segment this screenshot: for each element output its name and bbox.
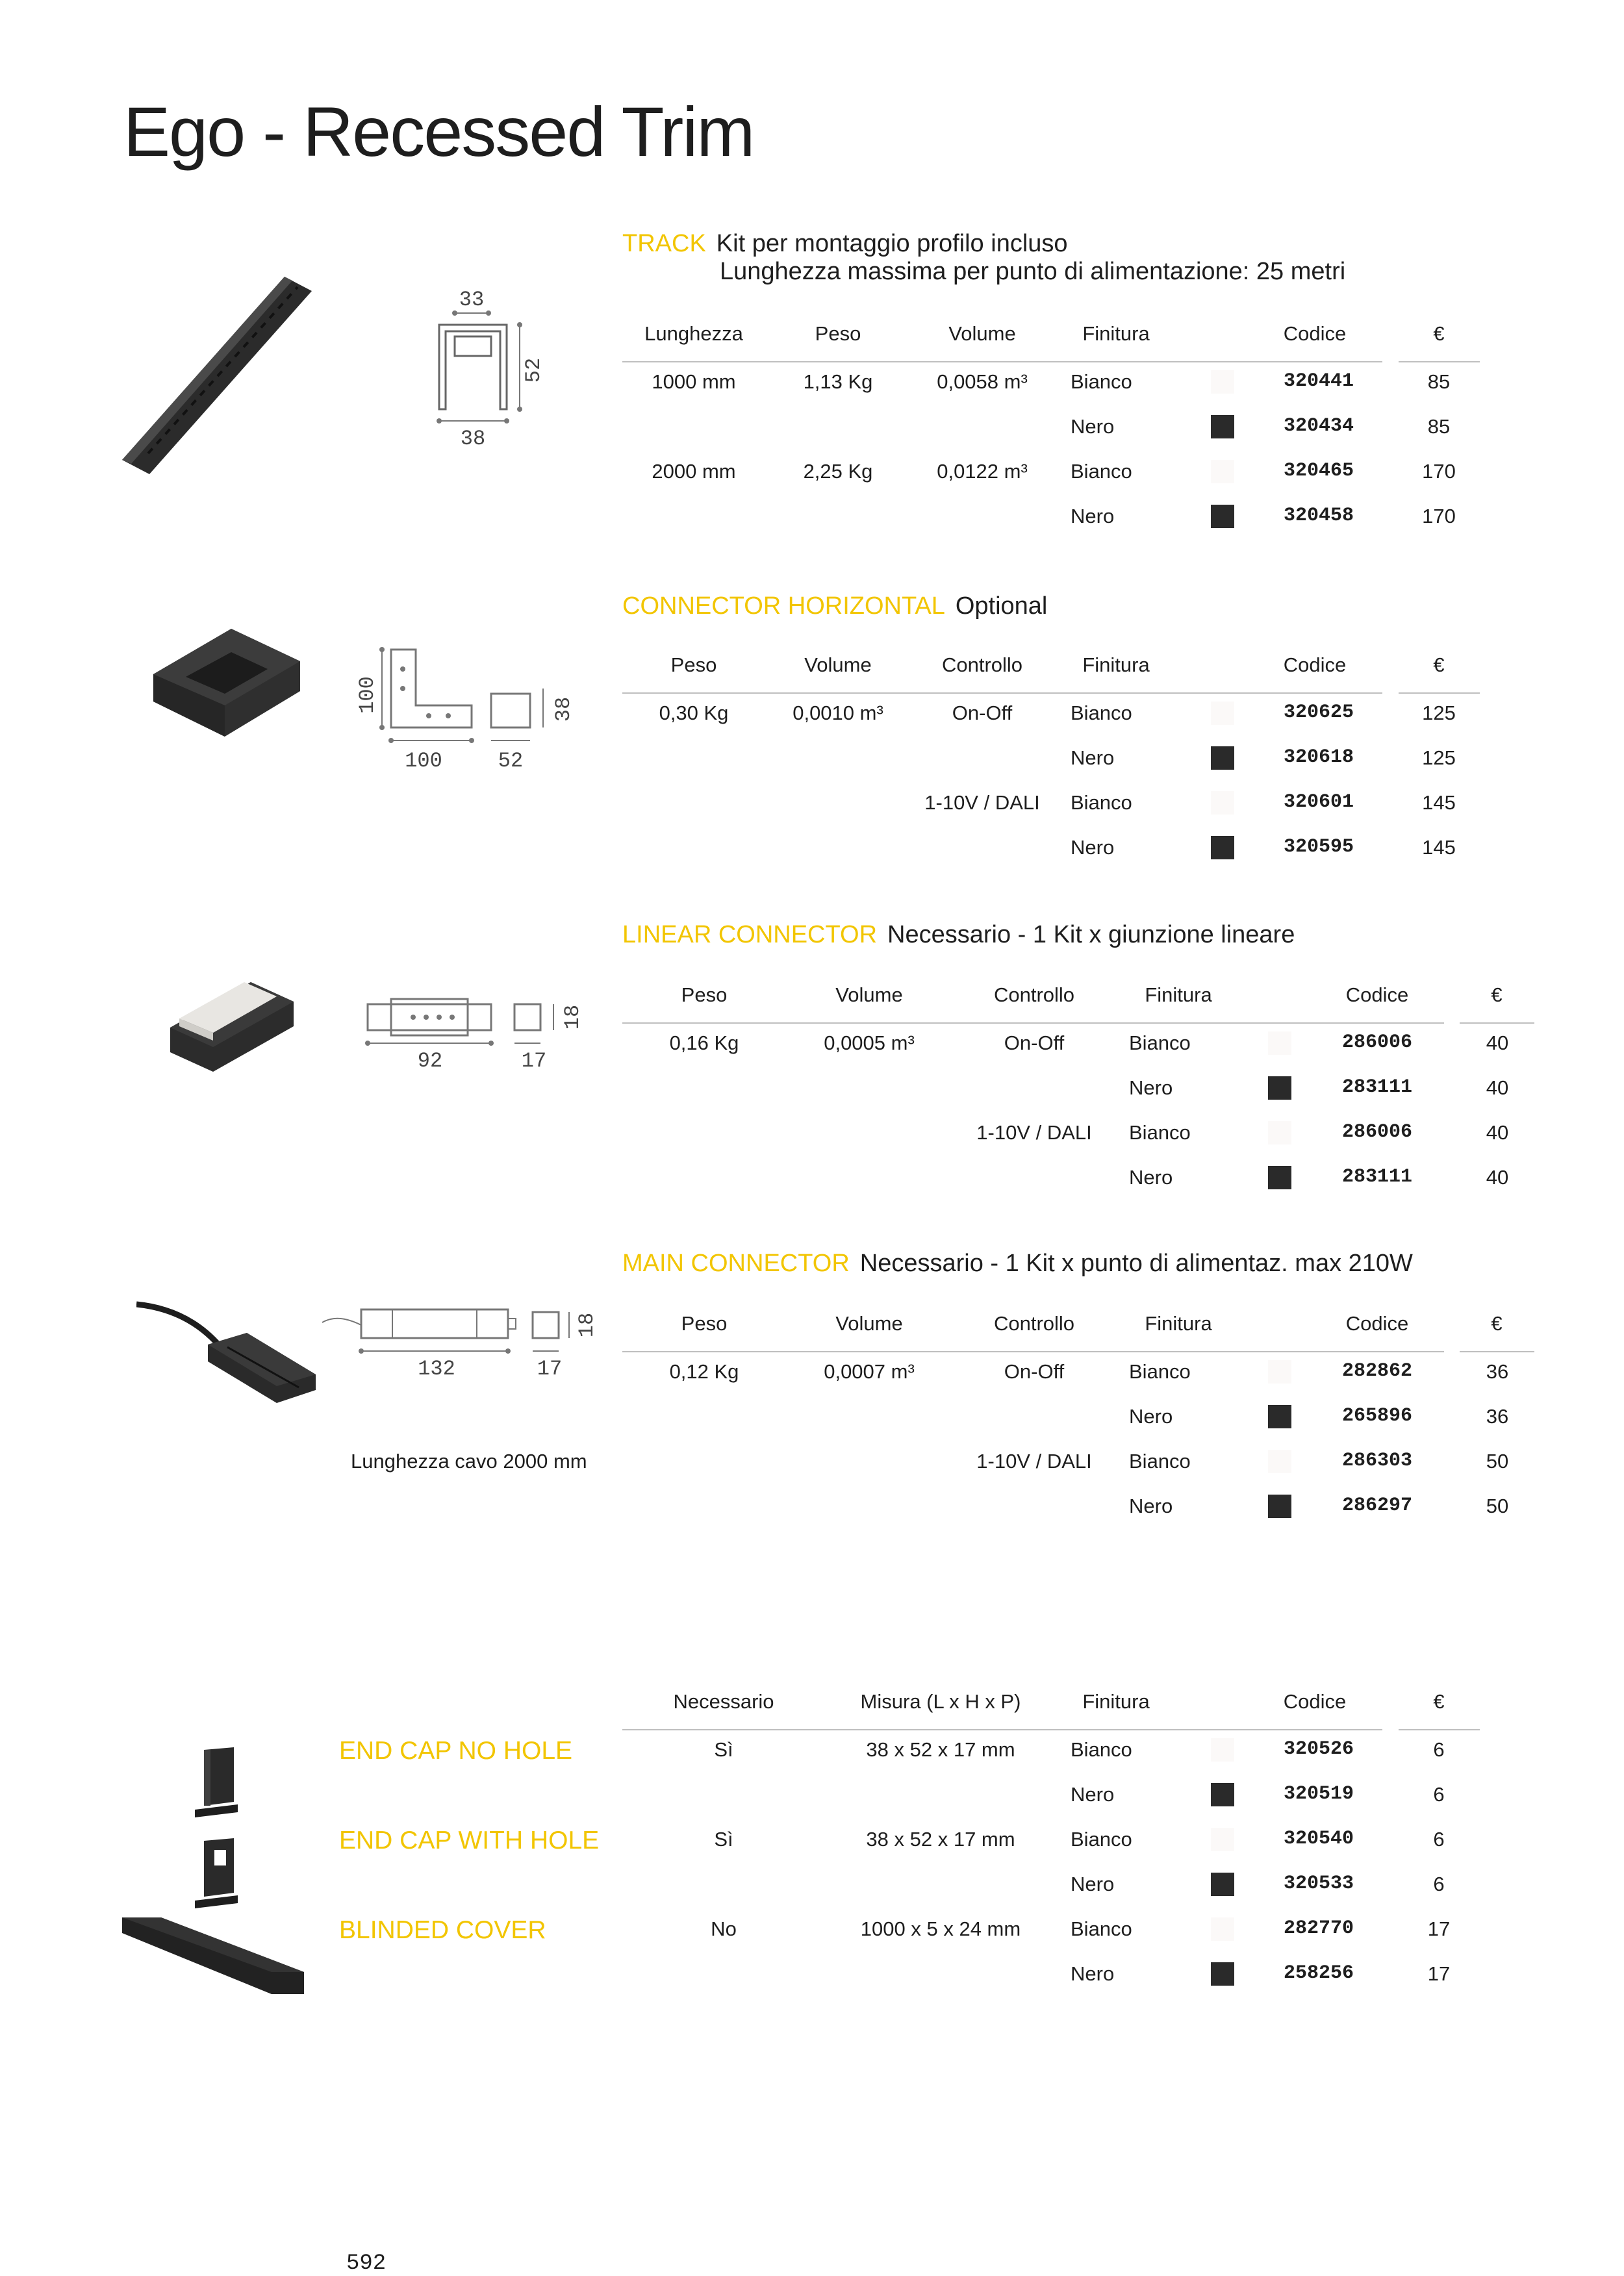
connector-horizontal-desc: Optional xyxy=(955,592,1048,620)
row-volume: 0,0122 m³ xyxy=(937,460,1028,483)
row-price: 36 xyxy=(1486,1405,1509,1428)
finish-swatch xyxy=(1211,1828,1234,1851)
row-control: 1-10V / DALI xyxy=(976,1121,1092,1144)
row-code: 283111 xyxy=(1341,1076,1413,1098)
row-price: 6 xyxy=(1433,1783,1445,1806)
row-price: 145 xyxy=(1422,836,1456,859)
row-control: 1-10V / DALI xyxy=(924,791,1040,814)
finish-swatch xyxy=(1211,460,1234,483)
header-controllo: Controllo xyxy=(941,653,1023,676)
row-weight: 1,13 Kg xyxy=(803,370,873,393)
mc-table-header-price xyxy=(1460,1303,1534,1352)
row-volume: 0,0010 m³ xyxy=(793,702,883,724)
finish-swatch xyxy=(1211,746,1234,770)
track-dim-top: 33 xyxy=(459,288,485,312)
finish-swatch xyxy=(1268,1450,1291,1473)
acc-table-header xyxy=(622,1681,1382,1730)
mc-table-header xyxy=(622,1303,1444,1352)
header-codice: Codice xyxy=(1345,983,1409,1006)
row-volume: 0,0005 m³ xyxy=(824,1031,915,1054)
row-finish: Bianco xyxy=(1071,1917,1132,1940)
track-dim-side: 52 xyxy=(522,357,546,383)
header-controllo: Controllo xyxy=(993,983,1075,1006)
row-weight: 2,25 Kg xyxy=(803,460,873,483)
lc-dim-width: 17 xyxy=(521,1049,547,1073)
row-code: 320441 xyxy=(1283,370,1354,392)
row-price: 40 xyxy=(1486,1031,1509,1054)
header-finitura: Finitura xyxy=(1082,322,1150,345)
row-finish: Nero xyxy=(1071,1873,1115,1895)
row-required: No xyxy=(711,1917,737,1940)
finish-swatch xyxy=(1211,1873,1234,1896)
row-code: 265896 xyxy=(1341,1405,1413,1427)
header-peso: Peso xyxy=(681,1312,728,1335)
row-code: 286006 xyxy=(1341,1121,1413,1143)
lc-table-header xyxy=(622,974,1444,1024)
main-connector-cable-length: Lunghezza cavo 2000 mm xyxy=(351,1450,587,1473)
header-euro: € xyxy=(1433,322,1445,345)
finish-swatch xyxy=(1268,1121,1291,1144)
row-finish: Bianco xyxy=(1071,702,1132,724)
header-finitura: Finitura xyxy=(1082,653,1150,676)
row-price: 40 xyxy=(1486,1121,1509,1144)
row-price: 6 xyxy=(1433,1828,1445,1851)
track-desc1: Kit per montaggio profilo incluso xyxy=(716,230,1068,257)
row-finish: Nero xyxy=(1071,836,1115,859)
row-code: 320625 xyxy=(1283,702,1354,724)
blinded-cover-label: BLINDED COVER xyxy=(339,1916,546,1944)
end-cap-with-hole-label: END CAP WITH HOLE xyxy=(339,1827,600,1854)
row-size: 38 x 52 x 17 mm xyxy=(866,1738,1015,1761)
lc-table-header-price xyxy=(1460,974,1534,1024)
row-finish: Bianco xyxy=(1071,791,1132,814)
row-finish: Nero xyxy=(1071,1962,1115,1985)
row-price: 170 xyxy=(1422,460,1456,483)
acc-table-header-price xyxy=(1399,1681,1480,1730)
finish-swatch xyxy=(1211,702,1234,725)
header-necessario: Necessario xyxy=(673,1690,774,1713)
row-finish: Bianco xyxy=(1129,1360,1191,1383)
track-label: TRACK xyxy=(622,230,706,257)
finish-swatch xyxy=(1268,1166,1291,1189)
track-table-header xyxy=(622,313,1382,362)
row-code: 320519 xyxy=(1283,1783,1354,1805)
header-finitura: Finitura xyxy=(1145,983,1212,1006)
row-finish: Nero xyxy=(1071,1783,1115,1806)
page-title: Ego - Recessed Trim xyxy=(123,92,754,171)
row-finish: Bianco xyxy=(1071,1738,1132,1761)
header-controllo: Controllo xyxy=(993,1312,1075,1335)
row-weight: 0,30 Kg xyxy=(659,702,729,724)
header-peso: Peso xyxy=(681,983,728,1006)
main-connector-heading xyxy=(622,1250,1413,1278)
ch-dim-height: 100 xyxy=(355,676,379,714)
ch-table-header xyxy=(622,644,1382,694)
finish-swatch xyxy=(1211,370,1234,394)
row-control: On-Off xyxy=(952,702,1013,724)
row-finish: Bianco xyxy=(1071,460,1132,483)
header-codice: Codice xyxy=(1283,322,1347,345)
row-code: 283111 xyxy=(1341,1166,1413,1188)
finish-swatch xyxy=(1268,1405,1291,1428)
row-length: 1000 mm xyxy=(652,370,736,393)
header-volume: Volume xyxy=(835,983,903,1006)
header-volume: Volume xyxy=(804,653,872,676)
finish-swatch xyxy=(1211,505,1234,528)
track-dim-bottom: 38 xyxy=(460,427,486,451)
row-code: 282770 xyxy=(1283,1917,1354,1940)
row-price: 50 xyxy=(1486,1450,1509,1473)
main-connector-table xyxy=(0,1303,1624,1537)
mc-dim-height: 18 xyxy=(575,1312,599,1338)
accessories-table xyxy=(0,1681,1624,2006)
row-price: 145 xyxy=(1422,791,1456,814)
ch-dim-depth: 52 xyxy=(498,749,524,773)
row-code: 320434 xyxy=(1283,415,1354,437)
row-price: 50 xyxy=(1486,1495,1509,1517)
main-connector-desc: Necessario - 1 Kit x punto di alimentaz. max 210W xyxy=(859,1250,1413,1277)
row-control: 1-10V / DALI xyxy=(976,1450,1092,1473)
mc-dim-width: 17 xyxy=(537,1357,563,1381)
lc-dim-length: 92 xyxy=(417,1049,443,1073)
main-connector-label: MAIN CONNECTOR xyxy=(622,1250,850,1277)
connector-horizontal-heading xyxy=(622,592,1047,620)
row-price: 40 xyxy=(1486,1166,1509,1189)
finish-swatch xyxy=(1211,1917,1234,1941)
row-code: 320465 xyxy=(1283,460,1354,482)
row-price: 170 xyxy=(1422,505,1456,527)
header-misura: Misura (L x H x P) xyxy=(860,1690,1021,1713)
row-weight: 0,12 Kg xyxy=(669,1360,739,1383)
finish-swatch xyxy=(1211,1962,1234,1986)
row-finish: Nero xyxy=(1129,1166,1173,1189)
row-code: 286303 xyxy=(1341,1450,1413,1472)
finish-swatch xyxy=(1211,415,1234,438)
row-finish: Bianco xyxy=(1129,1121,1191,1144)
row-required: Sì xyxy=(714,1738,733,1761)
track-table-header-price xyxy=(1399,313,1480,362)
row-required: Sì xyxy=(714,1828,733,1851)
row-price: 40 xyxy=(1486,1076,1509,1099)
row-price: 6 xyxy=(1433,1873,1445,1895)
row-price: 6 xyxy=(1433,1738,1445,1761)
ch-table-header-price xyxy=(1399,644,1480,694)
header-euro: € xyxy=(1491,1312,1503,1335)
row-control: On-Off xyxy=(1004,1360,1065,1383)
connector-horizontal-table xyxy=(0,644,1624,878)
row-code: 320540 xyxy=(1283,1828,1354,1850)
row-finish: Bianco xyxy=(1129,1450,1191,1473)
track-heading xyxy=(622,230,1345,286)
row-price: 17 xyxy=(1427,1917,1451,1940)
linear-connector-label: LINEAR CONNECTOR xyxy=(622,921,878,948)
header-lunghezza: Lunghezza xyxy=(644,322,743,345)
row-code: 320526 xyxy=(1283,1738,1354,1760)
header-codice: Codice xyxy=(1283,1690,1347,1713)
finish-swatch xyxy=(1268,1360,1291,1384)
row-price: 125 xyxy=(1422,702,1456,724)
finish-swatch xyxy=(1268,1495,1291,1518)
finish-swatch xyxy=(1268,1076,1291,1100)
row-finish: Bianco xyxy=(1129,1031,1191,1054)
track-desc2: Lunghezza massima per punto di alimentazione: 25 metri xyxy=(720,258,1346,285)
header-euro: € xyxy=(1433,1690,1445,1713)
row-finish: Nero xyxy=(1129,1076,1173,1099)
row-control: On-Off xyxy=(1004,1031,1065,1054)
linear-connector-heading xyxy=(622,921,1295,949)
row-price: 85 xyxy=(1427,370,1451,393)
header-finitura: Finitura xyxy=(1145,1312,1212,1335)
ch-dim-width: 100 xyxy=(405,749,442,773)
header-peso: Peso xyxy=(815,322,861,345)
row-code: 286006 xyxy=(1341,1031,1413,1054)
row-volume: 0,0007 m³ xyxy=(824,1360,915,1383)
row-finish: Bianco xyxy=(1071,1828,1132,1851)
header-peso: Peso xyxy=(670,653,717,676)
row-price: 17 xyxy=(1427,1962,1451,1985)
row-code: 258256 xyxy=(1283,1962,1354,1984)
row-finish: Bianco xyxy=(1071,370,1132,393)
row-price: 36 xyxy=(1486,1360,1509,1383)
row-finish: Nero xyxy=(1129,1495,1173,1517)
finish-swatch xyxy=(1268,1031,1291,1055)
header-euro: € xyxy=(1433,653,1445,676)
header-volume: Volume xyxy=(948,322,1016,345)
row-size: 1000 x 5 x 24 mm xyxy=(860,1917,1021,1940)
ch-dim-side: 38 xyxy=(552,696,576,722)
row-finish: Nero xyxy=(1129,1405,1173,1428)
header-codice: Codice xyxy=(1283,653,1347,676)
finish-swatch xyxy=(1211,1783,1234,1806)
row-code: 320618 xyxy=(1283,746,1354,768)
row-finish: Nero xyxy=(1071,505,1115,527)
row-price: 85 xyxy=(1427,415,1451,438)
finish-swatch xyxy=(1211,791,1234,815)
header-volume: Volume xyxy=(835,1312,903,1335)
finish-swatch xyxy=(1211,836,1234,859)
header-finitura: Finitura xyxy=(1082,1690,1150,1713)
linear-connector-table xyxy=(0,974,1624,1208)
lc-dim-height: 18 xyxy=(561,1004,585,1030)
row-weight: 0,16 Kg xyxy=(669,1031,739,1054)
row-finish: Nero xyxy=(1071,415,1115,438)
row-length: 2000 mm xyxy=(652,460,736,483)
finish-swatch xyxy=(1211,1738,1234,1762)
header-codice: Codice xyxy=(1345,1312,1409,1335)
linear-connector-desc: Necessario - 1 Kit x giunzione lineare xyxy=(887,921,1295,948)
row-finish: Nero xyxy=(1071,746,1115,769)
row-code: 320533 xyxy=(1283,1873,1354,1895)
connector-horizontal-label: CONNECTOR HORIZONTAL xyxy=(622,592,945,620)
row-code: 320458 xyxy=(1283,505,1354,527)
row-code: 286297 xyxy=(1341,1495,1413,1517)
mc-dim-length: 132 xyxy=(418,1357,455,1381)
end-cap-no-hole-label: END CAP NO HOLE xyxy=(339,1737,573,1765)
page-number: 592 xyxy=(346,2251,387,2276)
row-price: 125 xyxy=(1422,746,1456,769)
row-size: 38 x 52 x 17 mm xyxy=(866,1828,1015,1851)
row-code: 282862 xyxy=(1341,1360,1413,1382)
row-code: 320595 xyxy=(1283,836,1354,858)
row-volume: 0,0058 m³ xyxy=(937,370,1028,393)
track-table xyxy=(0,313,1624,547)
header-euro: € xyxy=(1491,983,1503,1006)
row-code: 320601 xyxy=(1283,791,1354,813)
